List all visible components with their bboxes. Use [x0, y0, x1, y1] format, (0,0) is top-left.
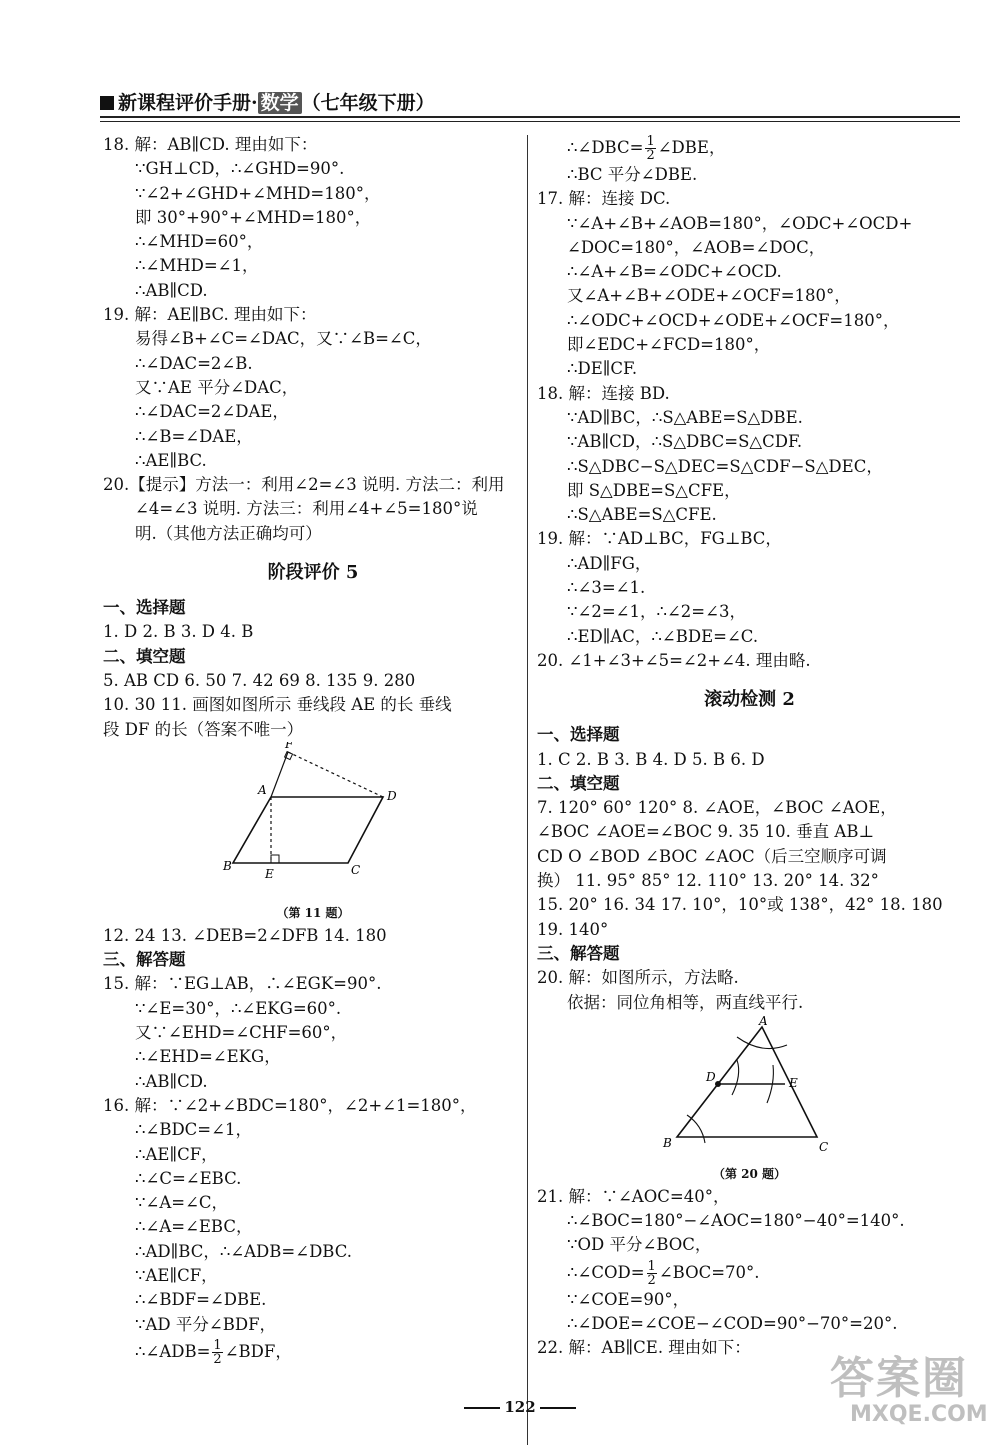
label-B: B	[663, 1135, 672, 1150]
text-line: ∴AD∥FG，	[567, 553, 652, 573]
text-line: 15. 20° 16. 34 17. 10°，10°或 138°，42° 18. 180	[537, 895, 943, 915]
text-line: ∵AD 平分∠BDF，	[135, 1314, 277, 1334]
text-line: ∴AD∥BC，∴∠ADB=∠DBC.	[135, 1241, 353, 1261]
text-line: 10. 30 11. 画图如图所示 垂线段 AE 的长 垂线	[103, 695, 452, 715]
text-line: 19. 140°	[537, 919, 609, 939]
figure-20-caption: （第 20 题）	[712, 1166, 787, 1181]
text-line: 19. 解：∵AD⊥BC，FG⊥BC，	[537, 529, 782, 549]
header-title: 新课程评价手册·	[118, 92, 258, 114]
text-line: 17. 解：连接 DC.	[537, 189, 671, 209]
text-line: ∵∠A+∠B+∠AOB=180°，∠ODC+∠OCD+	[567, 213, 913, 233]
text-line: 21. 解：∵∠AOC=40°，	[537, 1186, 730, 1206]
text-line: 19. 解：AE∥BC. 理由如下：	[103, 305, 317, 325]
section-title-rolling-2: 滚动检测 2	[704, 689, 795, 711]
figure-20-diagram	[537, 1015, 962, 1163]
figure-11-caption: （第 11 题）	[276, 905, 350, 920]
text-line: ∴∠MHD=60°，	[135, 232, 264, 252]
label-C: C	[819, 1139, 829, 1154]
text-line: ∴∠DAC=2∠DAE，	[135, 402, 289, 422]
label-F: F	[285, 741, 294, 751]
left-column	[103, 133, 523, 1367]
text-line: ∴∠3=∠1.	[567, 578, 646, 598]
text-line: 段 DF 的长（答案不唯一）	[103, 719, 304, 739]
text-line: ∴∠DAC=2∠B.	[135, 353, 253, 373]
figure-20	[537, 1015, 962, 1163]
text-line: 即 S△DBE=S△CFE，	[567, 480, 741, 500]
figure-11	[103, 742, 523, 902]
text-line: 22. 解：AB∥CE. 理由如下：	[537, 1338, 751, 1358]
label-A: A	[258, 782, 267, 797]
label-C: C	[351, 862, 361, 877]
text-line: ∴∠B=∠DAE，	[135, 426, 253, 446]
text-line: ∴AB∥CD.	[135, 280, 208, 300]
book-logo-icon	[100, 96, 114, 110]
text-line: ∴AB∥CD.	[135, 1071, 208, 1091]
text-line: ∴AE∥CF，	[135, 1144, 218, 1164]
text-line: 15. 解：∵EG⊥AB，∴∠EGK=90°.	[103, 974, 382, 994]
header-grade: （七年级下册）	[301, 92, 435, 114]
text-line: 12. 24 13. ∠DEB=2∠DFB 14. 180	[103, 925, 387, 945]
header-subject: 数学	[258, 92, 302, 114]
fraction-line: ∴∠DBC= $\frac{1}{2}$ ∠DBE，	[567, 134, 726, 163]
text-line: 7. 120° 60° 120° 8. ∠AOE，∠BOC ∠AOE，	[537, 798, 897, 818]
text-line: ∵∠COE=90°，	[567, 1289, 690, 1309]
label-E: E	[265, 866, 274, 881]
text-line: 5. AB CD 6. 50 7. 42 69 8. 135 9. 280	[103, 670, 416, 690]
text-line: CD O ∠BOD ∠BOC ∠AOC（后三空顺序可调	[537, 846, 887, 866]
watermark-brand: 答案圈	[830, 1353, 968, 1404]
label-E: E	[789, 1075, 798, 1090]
text-line: 又∠A+∠B+∠ODE+∠OCF=180°，	[567, 286, 851, 306]
text-line: ∵AB∥CD，∴S△DBC=S△CDF.	[567, 432, 803, 452]
text-line: 18. 解：AB∥CD. 理由如下：	[103, 135, 318, 154]
text-line: 三、解答题	[103, 950, 186, 970]
text-line: 即∠EDC+∠FCD=180°，	[567, 335, 771, 355]
text-line: ∴ED∥AC，∴∠BDE=∠C.	[567, 626, 759, 646]
label-D: D	[387, 788, 397, 803]
text-line: ∴∠EHD=∠EKG，	[135, 1047, 281, 1067]
text-line: 18. 解：连接 BD.	[537, 383, 670, 403]
text-line: ∴S△DBC−S△DEC=S△CDF−S△DEC，	[567, 456, 883, 476]
text-line: ∴∠A+∠B=∠ODC+∠OCD.	[567, 262, 782, 282]
text-line: 20.【提示】方法一：利用∠2=∠3 说明. 方法二：利用	[103, 475, 505, 495]
page-footer	[450, 1398, 590, 1416]
text-line: 二、填空题	[537, 773, 620, 793]
fraction-line: ∴∠COD= $\frac{1}{2}$ ∠BOC=70°.	[567, 1258, 760, 1288]
text-line: ∠BOC ∠AOE=∠BOC 9. 35 10. 垂直 AB⊥	[537, 822, 874, 842]
text-line: ∴S△ABE=S△CFE.	[567, 505, 717, 525]
ornament-right	[540, 1407, 576, 1409]
fraction-line: ∴∠ADB= $\frac{1}{2}$ ∠BDF，	[135, 1337, 292, 1367]
text-line: ∴AE∥BC.	[135, 450, 207, 470]
text-line: 又∵AE 平分∠DAC，	[135, 377, 299, 397]
text-line: ∴∠C=∠EBC.	[135, 1168, 242, 1188]
text-line: ∴∠BOC=180°−∠AOC=180°−40°=140°.	[567, 1211, 905, 1231]
ornament-left	[464, 1407, 500, 1409]
watermark	[830, 1355, 990, 1445]
text-line: 16. 解：∵∠2+∠BDC=180°，∠2+∠1=180°，	[103, 1095, 477, 1115]
text-line: ∴∠BDF=∠DBE.	[135, 1290, 267, 1310]
text-line: 一、选择题	[537, 725, 620, 745]
text-line: ∴∠MHD=∠1，	[135, 256, 259, 276]
right-column	[537, 133, 962, 1361]
text-line: 换） 11. 95° 85° 12. 110° 13. 20° 14. 32°	[537, 871, 879, 891]
text-line: 易得∠B+∠C=∠DAC，又∵∠B=∠C，	[135, 329, 432, 349]
text-line: 一、选择题	[103, 598, 186, 618]
text-line: 1. D 2. B 3. D 4. B	[103, 622, 254, 642]
label-D: D	[706, 1069, 716, 1084]
page-header	[100, 88, 960, 114]
section-title-stage-5: 阶段评价 5	[267, 562, 359, 584]
text-line: 明.（其他方法正确均可）	[135, 523, 322, 543]
text-line: 依据：同位角相等，两直线平行.	[567, 992, 804, 1012]
text-line: ∴∠BDC=∠1，	[135, 1120, 252, 1140]
label-B: B	[223, 858, 232, 873]
header-rule	[100, 116, 960, 118]
text-line: 二、填空题	[103, 646, 186, 666]
text-line: ∵∠A=∠C，	[135, 1193, 229, 1213]
text-line: 即 30°+90°+∠MHD=180°，	[135, 207, 372, 227]
label-A: A	[759, 1014, 768, 1028]
text-line: 又∵∠EHD=∠CHF=60°，	[135, 1023, 348, 1043]
figure-11-diagram	[103, 742, 523, 902]
header-rule-thin	[100, 121, 960, 122]
watermark-url: MXQE.COM	[850, 1402, 988, 1427]
text-line: ∴DE∥CF.	[567, 359, 638, 379]
text-line: ∴BC 平分∠DBE.	[567, 165, 698, 184]
text-line: ∴∠ODC+∠OCD+∠ODE+∠OCF=180°，	[567, 310, 900, 330]
text-line: ∴∠DOE=∠COE−∠COD=90°−70°=20°.	[567, 1313, 898, 1333]
text-line: ∵∠2=∠1，∴∠2=∠3，	[567, 602, 746, 622]
text-line: ∵∠2+∠GHD+∠MHD=180°，	[135, 183, 381, 203]
column-divider	[527, 135, 528, 1445]
text-line: ∵OD 平分∠BOC，	[567, 1235, 712, 1255]
text-line: ∠DOC=180°，∠AOB=∠DOC，	[567, 237, 826, 257]
text-line: 1. C 2. B 3. B 4. D 5. B 6. D	[537, 749, 765, 769]
text-line: ∵GH⊥CD，∴∠GHD=90°.	[135, 159, 345, 179]
text-line: ∵AE∥CF，	[135, 1265, 218, 1285]
text-line: ∴∠A=∠EBC，	[135, 1217, 253, 1237]
text-line: ∵∠E=30°，∴∠EKG=60°.	[135, 998, 342, 1018]
text-line: 三、解答题	[537, 943, 620, 963]
text-line: 20. 解：如图所示，方法略.	[537, 968, 739, 988]
text-line: ∠4=∠3 说明. 方法三：利用∠4+∠5=180°说	[135, 499, 478, 519]
text-line: 20. ∠1+∠3+∠5=∠2+∠4. 理由略.	[537, 650, 811, 670]
text-line: ∵AD∥BC，∴S△ABE=S△DBE.	[567, 407, 803, 427]
page-number: 122	[504, 1398, 536, 1416]
